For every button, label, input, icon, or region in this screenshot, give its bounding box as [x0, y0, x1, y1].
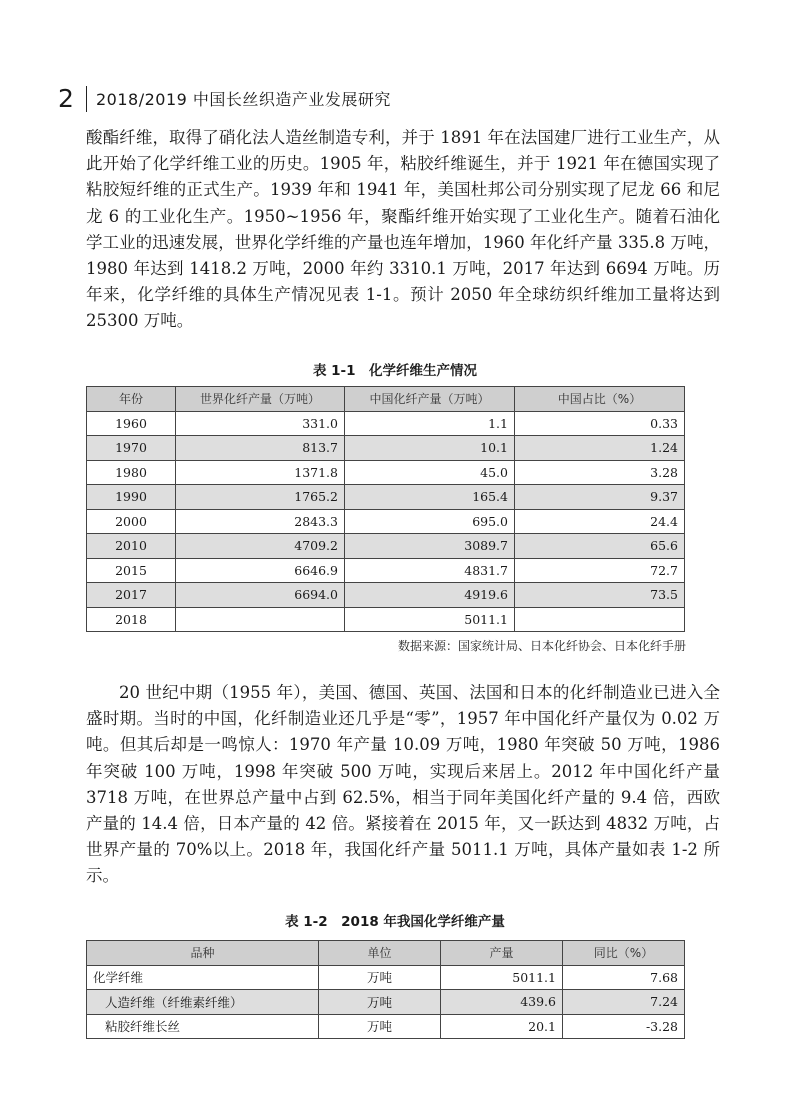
body-paragraph-2: 20 世纪中期（1955 年），美国、德国、英国、法国和日本的化纤制造业已进入全盛时期。当时的中国，化纤制造业还几乎是“零”，1957 年中国化纤产量仅为 0.02 万吨。但其后却是一鸣惊人：1970 年产量 10.09 万吨，1980 年突破 50 万吨，1986 年突破 100 万吨，1998 年突破 500 万吨，实现后来居上。2012 年中国化纤产量 3718 万吨，在世界总产量中占到 62.5%，相当于同年美国化纤产量的 9.4 倍，西欧产量的 14.4 倍，日本产量的 42 倍。紧接着在 2015 年，又一跃达到 4832 万吨，占世界产量的 70%以上。2018 年，我国化纤产量 5011.1 万吨，具体产量如表 1-2 所示。 [86, 683, 720, 886]
cell-china-output: 10.1 [345, 436, 515, 461]
cell-unit: 万吨 [319, 965, 441, 990]
page-number: 2 [58, 84, 74, 113]
cell-world-output: 6646.9 [176, 558, 345, 583]
cell-year: 2000 [87, 509, 176, 534]
table-row [87, 965, 685, 990]
table-row [87, 607, 685, 632]
cell-yoy: -3.28 [563, 1014, 685, 1039]
table-row [87, 1014, 685, 1039]
table-row [87, 558, 685, 583]
cell-china-share: 73.5 [515, 583, 685, 608]
cell-year: 2017 [87, 583, 176, 608]
cell-year: 1980 [87, 460, 176, 485]
cell-year: 2015 [87, 558, 176, 583]
table-1-header-world: 世界化纤产量（万吨） [176, 387, 345, 412]
table-1-caption: 表 1-1 化学纤维生产情况 [312, 363, 478, 379]
table-row [87, 583, 685, 608]
cell-year: 2010 [87, 534, 176, 559]
table-1-header-row [87, 387, 685, 412]
cell-output: 439.6 [441, 990, 563, 1015]
cell-world-output: 1765.2 [176, 485, 345, 510]
cell-year: 1990 [87, 485, 176, 510]
cell-variety: 化学纤维 [87, 965, 319, 990]
table-row [87, 509, 685, 534]
cell-variety: 人造纤维（纤维素纤维） [87, 990, 319, 1015]
cell-china-output: 5011.1 [345, 607, 515, 632]
table-2-header-yoy: 同比（%） [563, 941, 685, 966]
cell-world-output: 813.7 [176, 436, 345, 461]
cell-china-share [515, 607, 685, 632]
cell-unit: 万吨 [319, 1014, 441, 1039]
cell-china-output: 1.1 [345, 411, 515, 436]
table-2 [86, 940, 685, 1039]
cell-output: 5011.1 [441, 965, 563, 990]
cell-world-output [176, 607, 345, 632]
table-2-header-unit: 单位 [319, 941, 441, 966]
cell-china-output: 45.0 [345, 460, 515, 485]
cell-world-output: 4709.2 [176, 534, 345, 559]
table-2-header-variety: 品种 [87, 941, 319, 966]
cell-world-output: 331.0 [176, 411, 345, 436]
cell-unit: 万吨 [319, 990, 441, 1015]
table-row [87, 485, 685, 510]
cell-china-share: 24.4 [515, 509, 685, 534]
running-title: 2018/2019 中国长丝织造产业发展研究 [96, 90, 391, 109]
body-paragraph-1: 酸酯纤维，取得了硝化法人造丝制造专利，并于 1891 年在法国建厂进行工业生产，从此开始了化学纤维工业的历史。1905 年，粘胶纤维诞生，并于 1921 年在德国实现了粘胶短纤维的正式生产。1939 年和 1941 年，美国杜邦公司分别实现了尼龙 66 和尼龙 6 的工业化生产。1950~1956 年，聚酯纤维开始实现了工业化生产。随着石油化学工业的迅速发展，世界化学纤维的产量也连年增加，1960 年化纤产量 335.8 万吨，1980 年达到 1418.2 万吨，2000 年约 3310.1 万吨，2017 年达到 6694 万吨。历年来，化学纤维的具体生产情况见表 1-1。预计 2050 年全球纺织纤维加工量将达到 25300 万吨。 [86, 128, 720, 331]
table-2-caption: 表 1-2 2018 年我国化学纤维产量 [285, 914, 505, 930]
cell-yoy: 7.68 [563, 965, 685, 990]
table-2-header-output: 产量 [441, 941, 563, 966]
table-1-source-note: 数据来源：国家统计局、日本化纤协会、日本化纤手册 [397, 639, 686, 653]
cell-world-output: 2843.3 [176, 509, 345, 534]
cell-yoy: 7.24 [563, 990, 685, 1015]
cell-china-output: 695.0 [345, 509, 515, 534]
header-divider [86, 86, 87, 112]
table-1-header-share: 中国占比（%） [515, 387, 685, 412]
table-row [87, 436, 685, 461]
cell-china-share: 72.7 [515, 558, 685, 583]
table-row [87, 534, 685, 559]
cell-china-share: 0.33 [515, 411, 685, 436]
cell-world-output: 1371.8 [176, 460, 345, 485]
cell-year: 1960 [87, 411, 176, 436]
cell-variety: 粘胶纤维长丝 [87, 1014, 319, 1039]
table-1 [86, 386, 685, 632]
cell-year: 1970 [87, 436, 176, 461]
cell-china-output: 4919.6 [345, 583, 515, 608]
cell-year: 2018 [87, 607, 176, 632]
cell-china-share: 3.28 [515, 460, 685, 485]
table-row [87, 460, 685, 485]
cell-china-output: 4831.7 [345, 558, 515, 583]
running-header [58, 84, 391, 113]
cell-china-output: 3089.7 [345, 534, 515, 559]
cell-world-output: 6694.0 [176, 583, 345, 608]
cell-china-share: 65.6 [515, 534, 685, 559]
table-1-header-china: 中国化纤产量（万吨） [345, 387, 515, 412]
table-1-header-year: 年份 [87, 387, 176, 412]
cell-china-share: 1.24 [515, 436, 685, 461]
cell-china-share: 9.37 [515, 485, 685, 510]
table-row [87, 990, 685, 1015]
table-2-header-row [87, 941, 685, 966]
table-row [87, 411, 685, 436]
cell-china-output: 165.4 [345, 485, 515, 510]
cell-output: 20.1 [441, 1014, 563, 1039]
